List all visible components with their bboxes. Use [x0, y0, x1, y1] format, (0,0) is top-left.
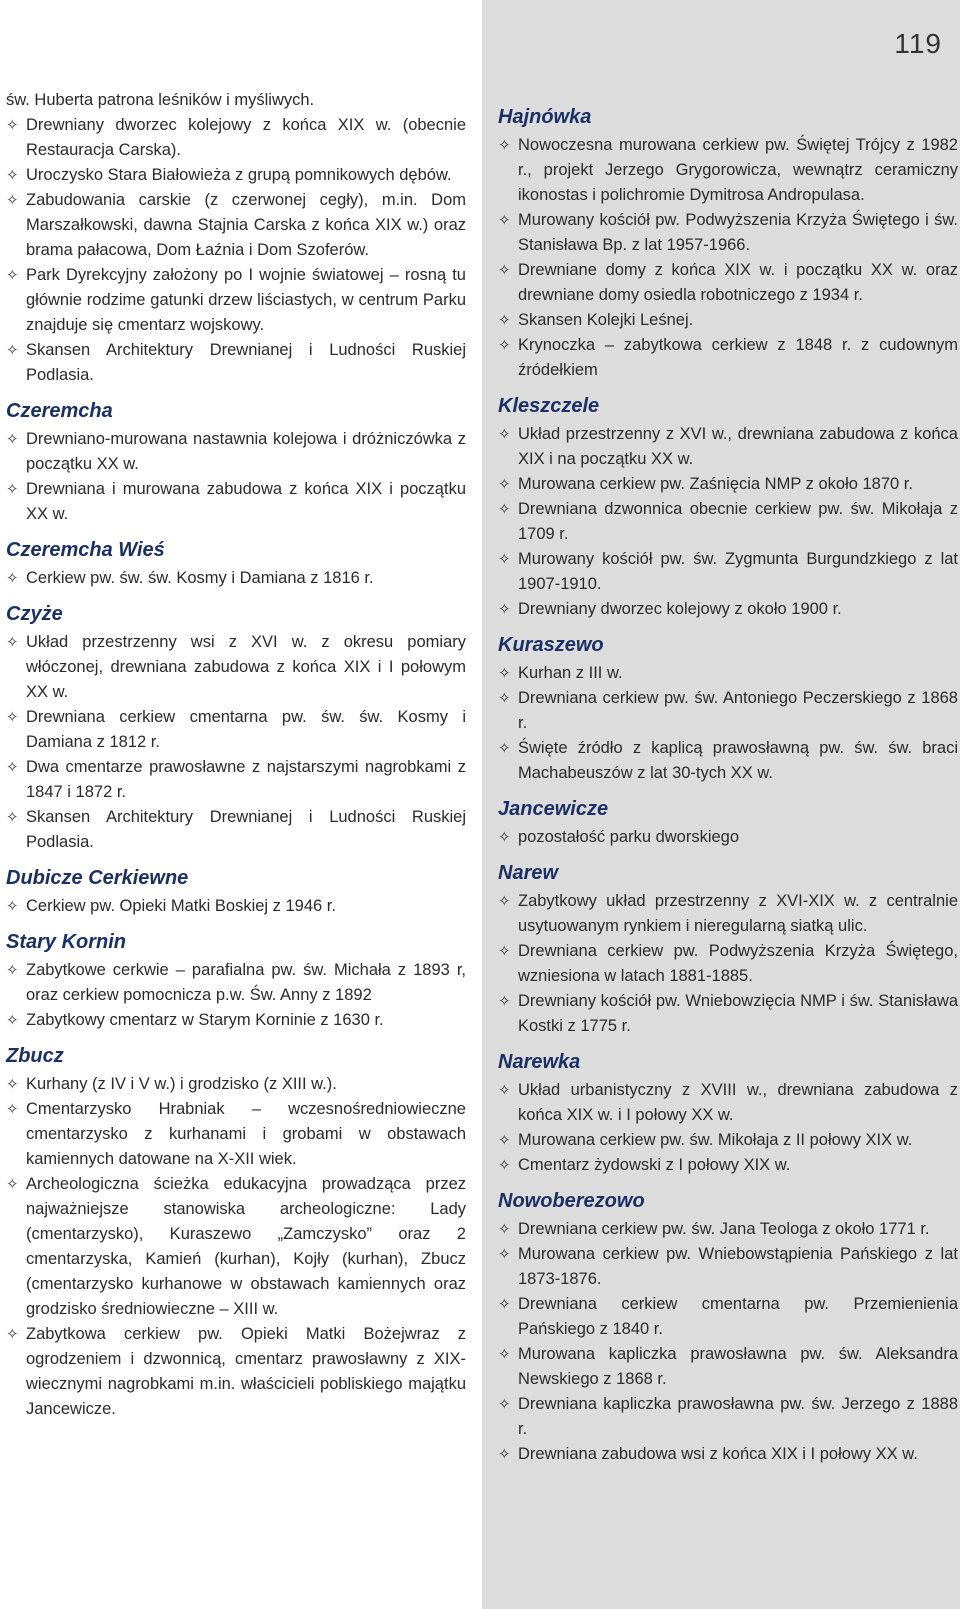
left-column: [6, 88, 466, 1422]
list-item-text: Murowany kościół pw. Podwyższenia Krzyża Świętego i św. Stanisława Bp. z lat 1957-1966.: [518, 211, 958, 254]
list-item: [498, 889, 958, 939]
list-item-text: Murowany kościół pw. św. Zygmunta Burgundzkiego z lat 1907-1910.: [518, 550, 958, 593]
four-pointed-star-icon: ✧: [498, 992, 511, 1010]
list-item-text: Nowoczesna murowana cerkiew pw. Świętej Trójcy z 1982 r., projekt Jerzego Grygorowicza, wewnątrz ceramiczny ikonostas i polichromie Dymitrosa Andropulasa.: [518, 136, 958, 204]
list-item-text: św. Huberta patrona leśników i myśliwych.: [6, 91, 315, 109]
list-item: [498, 989, 958, 1039]
list-item: [6, 1072, 466, 1097]
list-item: [498, 661, 958, 686]
page-number: 119: [894, 28, 942, 59]
four-pointed-star-icon: ✧: [6, 961, 19, 979]
list-item-text: Cmentarz żydowski z I połowy XIX w.: [518, 1156, 791, 1174]
list-item-text: Zabudowania carskie (z czerwonej cegły), m.in. Dom Marszałkowski, dawna Stajnia Carska z końca XIX w.) oraz brama pałacowa, Dom Łaźnia i Dom Szoferów.: [26, 191, 466, 259]
list-item-text: Kurhany (z IV i V w.) i grodzisko (z XIII w.).: [26, 1075, 337, 1093]
section-heading: Zbucz: [6, 1045, 64, 1067]
four-pointed-star-icon: ✧: [6, 633, 19, 651]
section-heading: Dubicze Cerkiewne: [6, 867, 189, 889]
four-pointed-star-icon: ✧: [498, 336, 511, 354]
right-column: [498, 88, 958, 1467]
section-heading: Narew: [498, 862, 559, 884]
list-item-text: Zabytkowy cmentarz w Starym Korninie z 1630 r.: [26, 1011, 384, 1029]
list-item-text: Cerkiew pw. św. św. Kosmy i Damiana z 1816 r.: [26, 569, 374, 587]
list-item-text: Archeologiczna ścieżka edukacyjna prowadząca przez najważniejsze stanowiska archeologiczne: Lady (cmentarzysko), Kuraszewo „Zamczysko” oraz 2 cmentarzyska, Kamień (kurhan), Kojły (kurhan), Zbucz (cmentarzysko kurhanowe w obstawach kamiennych oraz grodzisko średniowieczne – XIII w.: [26, 1175, 466, 1318]
section-heading: Nowoberezowo: [498, 1190, 645, 1212]
four-pointed-star-icon: ✧: [498, 1245, 511, 1263]
four-pointed-star-icon: ✧: [6, 708, 19, 726]
four-pointed-star-icon: ✧: [6, 1325, 19, 1343]
list-item: [498, 1442, 958, 1467]
section-heading: Hajnówka: [498, 106, 592, 128]
list-item-text: Drewniana kapliczka prawosławna pw. św. Jerzego z 1888 r.: [518, 1395, 958, 1438]
list-item-text: Skansen Kolejki Leśnej.: [518, 311, 694, 329]
four-pointed-star-icon: ✧: [6, 897, 19, 915]
section-heading: Jancewicze: [498, 798, 609, 820]
four-pointed-star-icon: ✧: [498, 1345, 511, 1363]
list-item: [6, 566, 466, 591]
list-item-text: Drewniana cerkiew cmentarna pw. Przemienienia Pańskiego z 1840 r.: [518, 1295, 958, 1338]
four-pointed-star-icon: ✧: [498, 1395, 511, 1413]
list-item: [498, 472, 958, 497]
list-item: [498, 597, 958, 622]
list-item-text: Drewniana dzwonnica obecnie cerkiew pw. św. Mikołaja z 1709 r.: [518, 500, 958, 543]
four-pointed-star-icon: ✧: [498, 500, 511, 518]
section-heading: Czeremcha Wieś: [6, 539, 165, 561]
list-item-text: Murowana cerkiew pw. Zaśnięcia NMP z około 1870 r.: [518, 475, 913, 493]
four-pointed-star-icon: ✧: [6, 166, 19, 184]
list-item: [498, 1342, 958, 1392]
four-pointed-star-icon: ✧: [498, 261, 511, 279]
four-pointed-star-icon: ✧: [498, 1131, 511, 1149]
list-item: [498, 422, 958, 472]
list-item-text: Park Dyrekcyjny założony po I wojnie światowej – rosną tu głównie rodzime gatunki drzew liściastych, w centrum Parku znajduje się cmentarz wojskowy.: [26, 266, 466, 334]
four-pointed-star-icon: ✧: [498, 311, 511, 329]
section-heading: Czeremcha: [6, 400, 113, 422]
four-pointed-star-icon: ✧: [498, 1156, 511, 1174]
four-pointed-star-icon: ✧: [498, 600, 511, 618]
list-item-text: Drewniano-murowana nastawnia kolejowa i dróżniczówka z początku XX w.: [26, 430, 466, 473]
four-pointed-star-icon: ✧: [6, 808, 19, 826]
list-item-text: Cmentarzysko Hrabniak – wczesnośredniowieczne cmentarzysko z kurhanami i grobami w obstawach kamiennych datowane na X-XII wiek.: [26, 1100, 466, 1168]
list-item: [6, 1172, 466, 1322]
list-item-text: Skansen Architektury Drewnianej i Ludności Ruskiej Podlasia.: [26, 808, 466, 851]
list-item-text: Krynoczka – zabytkowa cerkiew z 1848 r. z cudownym źródełkiem: [518, 336, 958, 379]
list-item-text: Drewniany kościół pw. Wniebowzięcia NMP i św. Stanisława Kostki z 1775 r.: [518, 992, 958, 1035]
list-item: [498, 308, 958, 333]
list-item-text: Skansen Architektury Drewnianej i Ludności Ruskiej Podlasia.: [26, 341, 466, 384]
four-pointed-star-icon: ✧: [498, 550, 511, 568]
list-item: [498, 547, 958, 597]
list-item: [498, 497, 958, 547]
list-item: [6, 705, 466, 755]
list-item: [498, 1217, 958, 1242]
four-pointed-star-icon: ✧: [6, 758, 19, 776]
list-item: [6, 263, 466, 338]
list-item: [498, 686, 958, 736]
list-item-text: Murowana kapliczka prawosławna pw. św. Aleksandra Newskiego z 1868 r.: [518, 1345, 958, 1388]
list-item-text: Dwa cmentarze prawosławne z najstarszymi nagrobkami z 1847 i 1872 r.: [26, 758, 466, 801]
list-item: [498, 939, 958, 989]
four-pointed-star-icon: ✧: [498, 739, 511, 757]
list-item: [498, 1153, 958, 1178]
list-item-text: Drewniany dworzec kolejowy z końca XIX w. (obecnie Restauracja Carska).: [26, 116, 466, 159]
list-item: [498, 736, 958, 786]
four-pointed-star-icon: ✧: [6, 430, 19, 448]
list-item-text: Święte źródło z kaplicą prawosławną pw. św. św. braci Machabeuszów z lat 30-tych XX w.: [518, 739, 958, 782]
list-item: [498, 1128, 958, 1153]
section-heading: Czyże: [6, 603, 63, 625]
list-item: [6, 894, 466, 919]
list-item-text: Drewniana cerkiew cmentarna pw. św. św. Kosmy i Damiana z 1812 r.: [26, 708, 466, 751]
list-item-text: Drewniana cerkiew pw. św. Antoniego Peczerskiego z 1868 r.: [518, 689, 958, 732]
section-heading: Narewka: [498, 1051, 581, 1073]
list-item-text: Murowana cerkiew pw. Wniebowstąpienia Pańskiego z lat 1873-1876.: [518, 1245, 958, 1288]
list-item: [498, 208, 958, 258]
list-item-text: Uroczysko Stara Białowieża z grupą pomnikowych dębów.: [26, 166, 452, 184]
section-heading: Stary Kornin: [6, 931, 127, 953]
list-item-text: pozostałość parku dworskiego: [518, 828, 740, 846]
four-pointed-star-icon: ✧: [498, 1295, 511, 1313]
list-item: [6, 477, 466, 527]
four-pointed-star-icon: ✧: [6, 191, 19, 209]
list-item: [498, 133, 958, 208]
list-item-text: Drewniana cerkiew pw. św. Jana Teologa z około 1771 r.: [518, 1220, 930, 1238]
four-pointed-star-icon: ✧: [498, 136, 511, 154]
list-item-text: Cerkiew pw. Opieki Matki Boskiej z 1946 r.: [26, 897, 336, 915]
four-pointed-star-icon: ✧: [6, 1011, 19, 1029]
list-item: [6, 1008, 466, 1033]
list-item-text: Układ urbanistyczny z XVIII w., drewniana zabudowa z końca XIX w. i I połowy XX w.: [518, 1081, 958, 1124]
list-item: [6, 113, 466, 163]
four-pointed-star-icon: ✧: [6, 1075, 19, 1093]
four-pointed-star-icon: ✧: [498, 1081, 511, 1099]
four-pointed-star-icon: ✧: [498, 942, 511, 960]
four-pointed-star-icon: ✧: [498, 1220, 511, 1238]
four-pointed-star-icon: ✧: [6, 116, 19, 134]
list-item-text: Układ przestrzenny wsi z XVI w. z okresu pomiary włóczonej, drewniana zabudowa z końca XIX i I połowym XX w.: [26, 633, 466, 701]
list-item-text: Układ przestrzenny z XVI w., drewniana zabudowa z końca XIX i na początku XX w.: [518, 425, 958, 468]
list-item-text: Zabytkowa cerkiew pw. Opieki Matki Bożejwraz z ogrodzeniem i dzwonnicą, cmentarz prawosławny z XIX-wiecznymi nagrobkami m.in. właścicieli pobliskiego majątku Jancewicze.: [26, 1325, 466, 1418]
list-item-text: Murowana cerkiew pw. św. Mikołaja z II połowy XIX w.: [518, 1131, 913, 1149]
four-pointed-star-icon: ✧: [498, 475, 511, 493]
four-pointed-star-icon: ✧: [6, 266, 19, 284]
four-pointed-star-icon: ✧: [6, 480, 19, 498]
list-item: [6, 1097, 466, 1172]
list-item: [6, 1322, 466, 1422]
four-pointed-star-icon: ✧: [498, 211, 511, 229]
list-item: [498, 333, 958, 383]
four-pointed-star-icon: ✧: [498, 1445, 511, 1463]
list-item: [6, 163, 466, 188]
list-item: [6, 188, 466, 263]
list-item: [498, 1392, 958, 1442]
list-item-text: Drewniana i murowana zabudowa z końca XIX i początku XX w.: [26, 480, 466, 523]
four-pointed-star-icon: ✧: [498, 425, 511, 443]
list-item: [6, 958, 466, 1008]
list-item-text: Zabytkowy układ przestrzenny z XVI-XIX w. z centralnie usytuowanym rynkiem i nieregularną siatką ulic.: [518, 892, 958, 935]
list-item-text: Kurhan z III w.: [518, 664, 623, 682]
list-item: [6, 338, 466, 388]
four-pointed-star-icon: ✧: [6, 1175, 19, 1193]
list-item: [498, 258, 958, 308]
list-item: [6, 630, 466, 705]
four-pointed-star-icon: ✧: [498, 664, 511, 682]
list-item: [6, 755, 466, 805]
list-item: [498, 1292, 958, 1342]
list-item: [6, 88, 466, 113]
list-item: [498, 1078, 958, 1128]
list-item: [6, 805, 466, 855]
list-item: [6, 427, 466, 477]
list-item: [498, 825, 958, 850]
list-item-text: Drewniany dworzec kolejowy z około 1900 r.: [518, 600, 842, 618]
four-pointed-star-icon: ✧: [6, 1100, 19, 1118]
list-item-text: Drewniana cerkiew pw. Podwyższenia Krzyża Świętego, wzniesiona w latach 1881-1885.: [518, 942, 958, 985]
four-pointed-star-icon: ✧: [498, 689, 511, 707]
four-pointed-star-icon: ✧: [6, 341, 19, 359]
list-item-text: Drewniane domy z końca XIX w. i początku XX w. oraz drewniane domy osiedla robotniczego z 1934 r.: [518, 261, 958, 304]
four-pointed-star-icon: ✧: [498, 828, 511, 846]
list-item: [498, 1242, 958, 1292]
list-item-text: Zabytkowe cerkwie – parafialna pw. św. Michała z 1893 r, oraz cerkiew pomocnicza p.w. Św. Anny z 1892: [26, 961, 466, 1004]
section-heading: Kuraszewo: [498, 634, 604, 656]
four-pointed-star-icon: ✧: [6, 569, 19, 587]
section-heading: Kleszczele: [498, 395, 600, 417]
four-pointed-star-icon: ✧: [498, 892, 511, 910]
list-item-text: Drewniana zabudowa wsi z końca XIX i I połowy XX w.: [518, 1445, 918, 1463]
